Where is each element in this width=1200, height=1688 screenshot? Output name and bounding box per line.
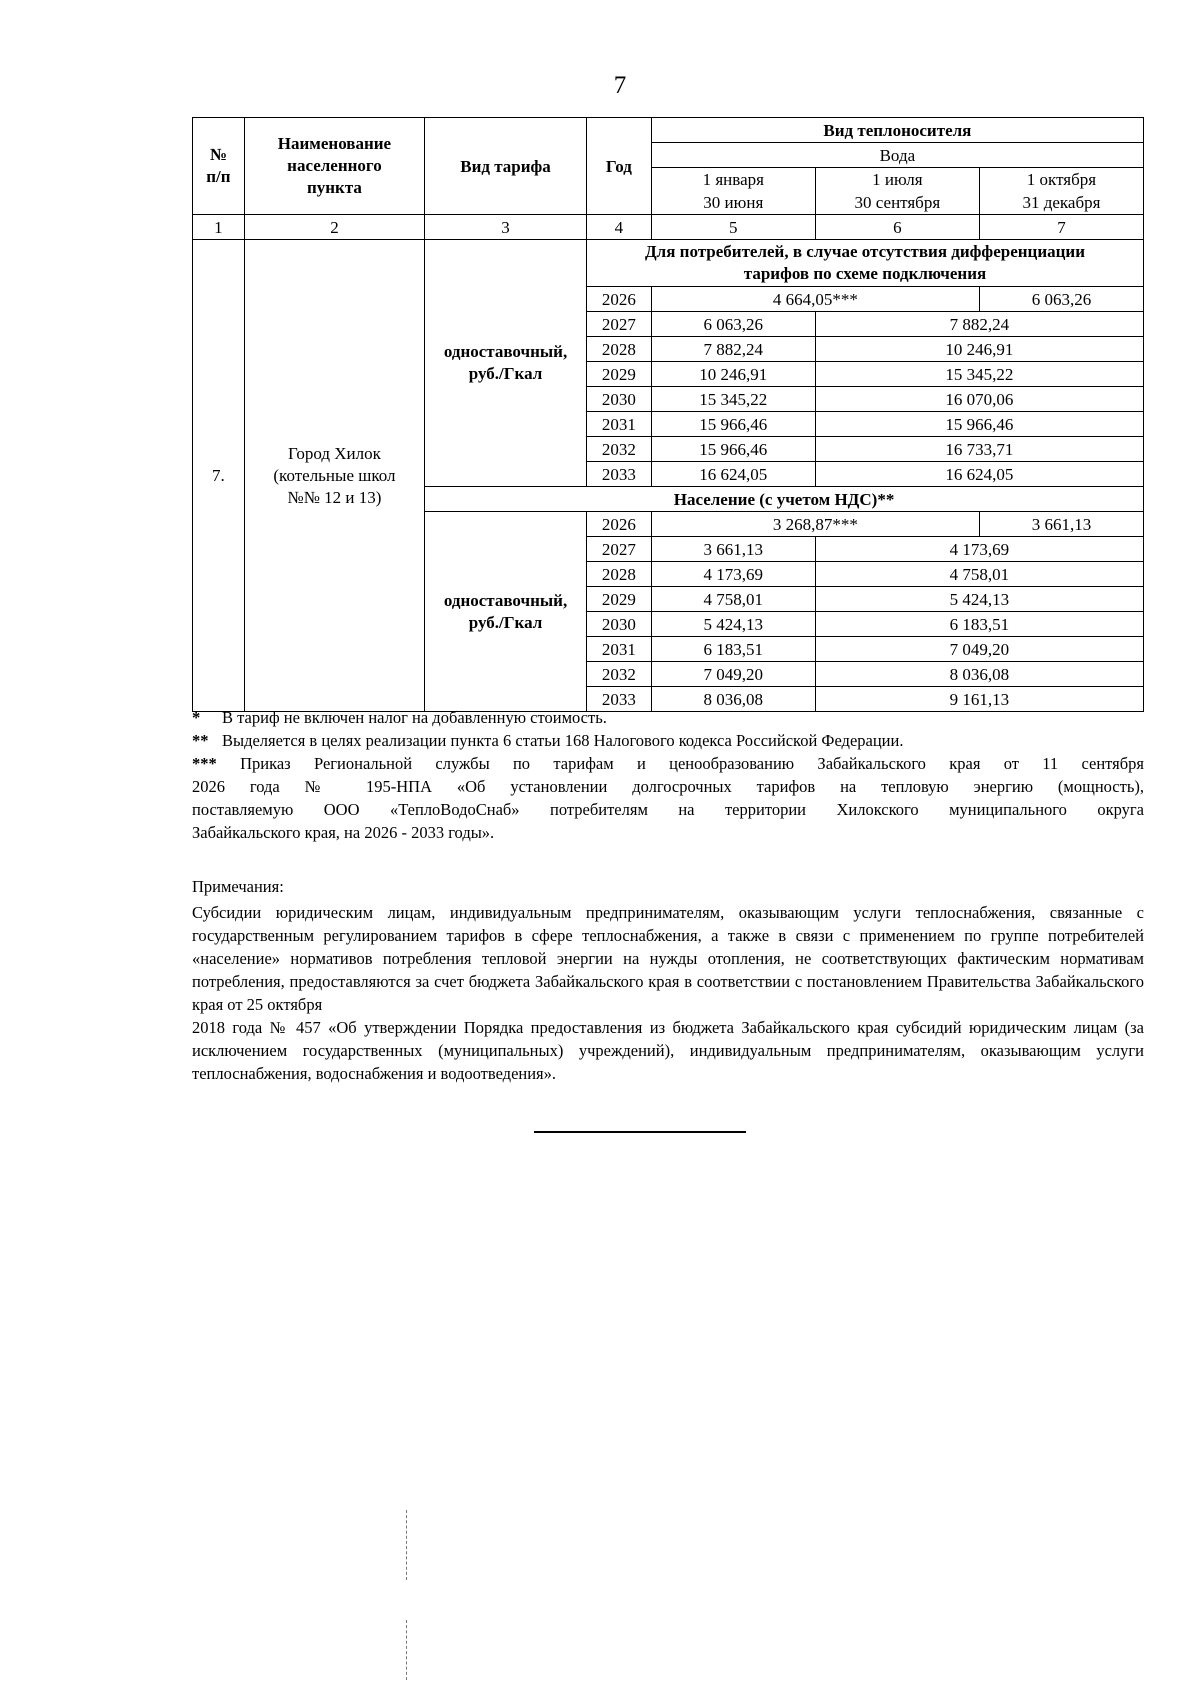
tariff-value-jan: 10 246,91 <box>651 362 815 387</box>
year-cell: 2029 <box>586 362 651 387</box>
column-number: 6 <box>815 215 979 240</box>
header-year: Год <box>586 118 651 215</box>
tariff-value-jan: 3 661,13 <box>651 537 815 562</box>
footnote-3-line-1 <box>192 752 1144 775</box>
end-rule <box>534 1131 746 1133</box>
tariff-value-jan: 5 424,13 <box>651 612 815 637</box>
footnote-1 <box>192 706 1144 729</box>
tariff-value-jan: 16 624,05 <box>651 462 815 487</box>
tariff-value-merged: 3 268,87*** <box>651 512 979 537</box>
year-cell: 2031 <box>586 637 651 662</box>
tariff-value-jan: 15 966,46 <box>651 412 815 437</box>
scan-artifact-line <box>406 1620 407 1680</box>
footnote-2-mark: ** <box>192 731 209 750</box>
year-cell: 2030 <box>586 612 651 637</box>
tariff-value-jul-dec: 7 882,24 <box>815 312 1143 337</box>
row-number-cell: 7. <box>193 240 245 712</box>
year-cell: 2032 <box>586 662 651 687</box>
header-name <box>244 118 424 215</box>
footnote-1-mark: * <box>192 708 201 727</box>
tariff-value-jul-dec: 6 183,51 <box>815 612 1143 637</box>
year-cell: 2031 <box>586 412 651 437</box>
tariff-value-jan: 8 036,08 <box>651 687 815 712</box>
tariff-value-jul-dec: 9 161,13 <box>815 687 1143 712</box>
tariff-value-jul-dec: 4 758,01 <box>815 562 1143 587</box>
tariff-value-oct: 6 063,26 <box>979 287 1143 312</box>
year-cell: 2029 <box>586 587 651 612</box>
tariff-value-jul-dec: 15 345,22 <box>815 362 1143 387</box>
tariff-value-jan: 7 049,20 <box>651 662 815 687</box>
year-cell: 2030 <box>586 387 651 412</box>
year-cell: 2028 <box>586 562 651 587</box>
year-cell: 2028 <box>586 337 651 362</box>
footnote-3-line-3: поставляемую ООО «ТеплоВодоСнаб» потребителям на территории Хилокского муниципального округа <box>192 800 1144 819</box>
settlement-name-cell-line: Город Хилок <box>288 443 381 463</box>
remarks-heading: Примечания: <box>192 877 284 896</box>
column-number: 3 <box>425 215 587 240</box>
header-period-1-line: 30 июня <box>703 193 764 212</box>
scan-artifact-line <box>406 1510 407 1580</box>
block1-title-line: Для потребителей, в случае отсутствия дифференциации <box>644 242 1086 261</box>
header-num-line: п/п <box>206 167 231 186</box>
header-period-1 <box>651 168 815 215</box>
year-cell: 2026 <box>586 287 651 312</box>
tariff-table <box>192 117 1144 712</box>
header-carrier-type: Вид теплоносителя <box>651 118 1143 143</box>
tariff-value-jan: 15 345,22 <box>651 387 815 412</box>
header-num-line: № <box>209 145 227 164</box>
header-water: Вода <box>651 143 1143 168</box>
tariff-type-cell-line: руб./Гкал <box>468 612 543 632</box>
block1-title-line: тарифов по схеме подключения <box>743 264 987 283</box>
tariff-value-jul-dec: 15 966,46 <box>815 412 1143 437</box>
remarks-body <box>192 901 1144 1085</box>
tariff-value-jul-dec: 10 246,91 <box>815 337 1143 362</box>
block1-title <box>586 240 1143 287</box>
tariff-value-jan: 6 183,51 <box>651 637 815 662</box>
tariff-value-jan: 4 758,01 <box>651 587 815 612</box>
tariff-value-jul-dec: 4 173,69 <box>815 537 1143 562</box>
footnote-2-text: Выделяется в целях реализации пункта 6 статьи 168 Налогового кодекса Российской Федерации. <box>222 731 904 750</box>
tariff-value-jul-dec: 8 036,08 <box>815 662 1143 687</box>
footnotes <box>192 706 1144 844</box>
footnote-2 <box>192 729 1144 752</box>
tariff-type-cell <box>425 512 587 712</box>
tariff-value-jan: 15 966,46 <box>651 437 815 462</box>
year-cell: 2033 <box>586 462 651 487</box>
page-number: 7 <box>613 72 627 99</box>
column-number: 1 <box>193 215 245 240</box>
header-period-3-line: 31 декабря <box>1022 193 1101 212</box>
header-period-2-line: 1 июля <box>872 170 923 189</box>
header-period-3 <box>979 168 1143 215</box>
tariff-value-jul-dec: 16 624,05 <box>815 462 1143 487</box>
tariff-value-jul-dec: 16 070,06 <box>815 387 1143 412</box>
footnote-3-text-1: Приказ Региональной службы по тарифам и ценообразованию Забайкальского края от 11 сентября <box>240 754 1144 773</box>
year-cell: 2026 <box>586 512 651 537</box>
column-number: 7 <box>979 215 1143 240</box>
year-cell: 2033 <box>586 687 651 712</box>
tariff-type-cell-line: одноставочный, <box>443 590 568 610</box>
settlement-name-cell-line: (котельные школ <box>273 465 396 485</box>
block2-title: Население (с учетом НДС)** <box>425 487 1144 512</box>
year-cell: 2032 <box>586 437 651 462</box>
settlement-name-cell <box>244 240 424 712</box>
tariff-value-jan: 7 882,24 <box>651 337 815 362</box>
year-cell: 2027 <box>586 537 651 562</box>
header-period-1-line: 1 января <box>702 170 764 189</box>
header-period-3-line: 1 октября <box>1026 170 1097 189</box>
column-number: 5 <box>651 215 815 240</box>
tariff-value-jul-dec: 5 424,13 <box>815 587 1143 612</box>
column-number: 2 <box>244 215 424 240</box>
column-number: 4 <box>586 215 651 240</box>
tariff-value-jul-dec: 16 733,71 <box>815 437 1143 462</box>
tariff-value-merged: 4 664,05*** <box>651 287 979 312</box>
footnote-3-line-2: 2026 года № 195-НПА «Об установлении долгосрочных тарифов на тепловую энергию (мощность), <box>192 777 1144 796</box>
tariff-value-jan: 4 173,69 <box>651 562 815 587</box>
header-period-2-line: 30 сентября <box>854 193 941 212</box>
header-num <box>193 118 245 215</box>
header-name-line: населенного <box>287 156 382 175</box>
remarks-paragraph-2: 2018 года № 457 «Об утверждении Порядка предоставления из бюджета Забайкальского края субсидий юридическим лицам (за исключением государственных (муниципальных) учреждений), индивидуальным предпринимателям, оказывающим услуги теплоснабжения, водоснабжения и водоотведения». <box>192 1018 1144 1083</box>
year-cell: 2027 <box>586 312 651 337</box>
header-name-line: пункта <box>306 178 362 197</box>
tariff-type-cell-line: одноставочный, <box>443 342 568 361</box>
tariff-type-cell <box>425 240 587 487</box>
footnote-1-text: В тариф не включен налог на добавленную стоимость. <box>222 708 607 727</box>
remarks-paragraph-1: Субсидии юридическим лицам, индивидуальным предпринимателям, оказывающим услуги теплоснабжения, связанные с государственным регулированием тарифов в сфере теплоснабжения, а также в связи с применением по группе потребителей «население» нормативов потребления тепловой энергии на нужды отопления, не соответствующих фактическим нормативам потребления, предоставляются за счет бюджета Забайкальского края в соответствии с постановлением Правительства Забайкальского края от 25 октября <box>192 903 1144 1014</box>
footnote-3-line-4: Забайкальского края, на 2026 - 2033 годы». <box>192 823 495 842</box>
tariff-value-jan: 6 063,26 <box>651 312 815 337</box>
tariff-type-cell-line: руб./Гкал <box>468 364 543 383</box>
settlement-name-cell-line: №№ 12 и 13) <box>287 487 382 507</box>
header-name-line: Наименование <box>277 134 392 153</box>
header-tariff-type: Вид тарифа <box>425 118 587 215</box>
footnote-3-mark: *** <box>192 754 217 773</box>
tariff-value-jul-dec: 7 049,20 <box>815 637 1143 662</box>
header-period-2 <box>815 168 979 215</box>
tariff-value-oct: 3 661,13 <box>979 512 1143 537</box>
